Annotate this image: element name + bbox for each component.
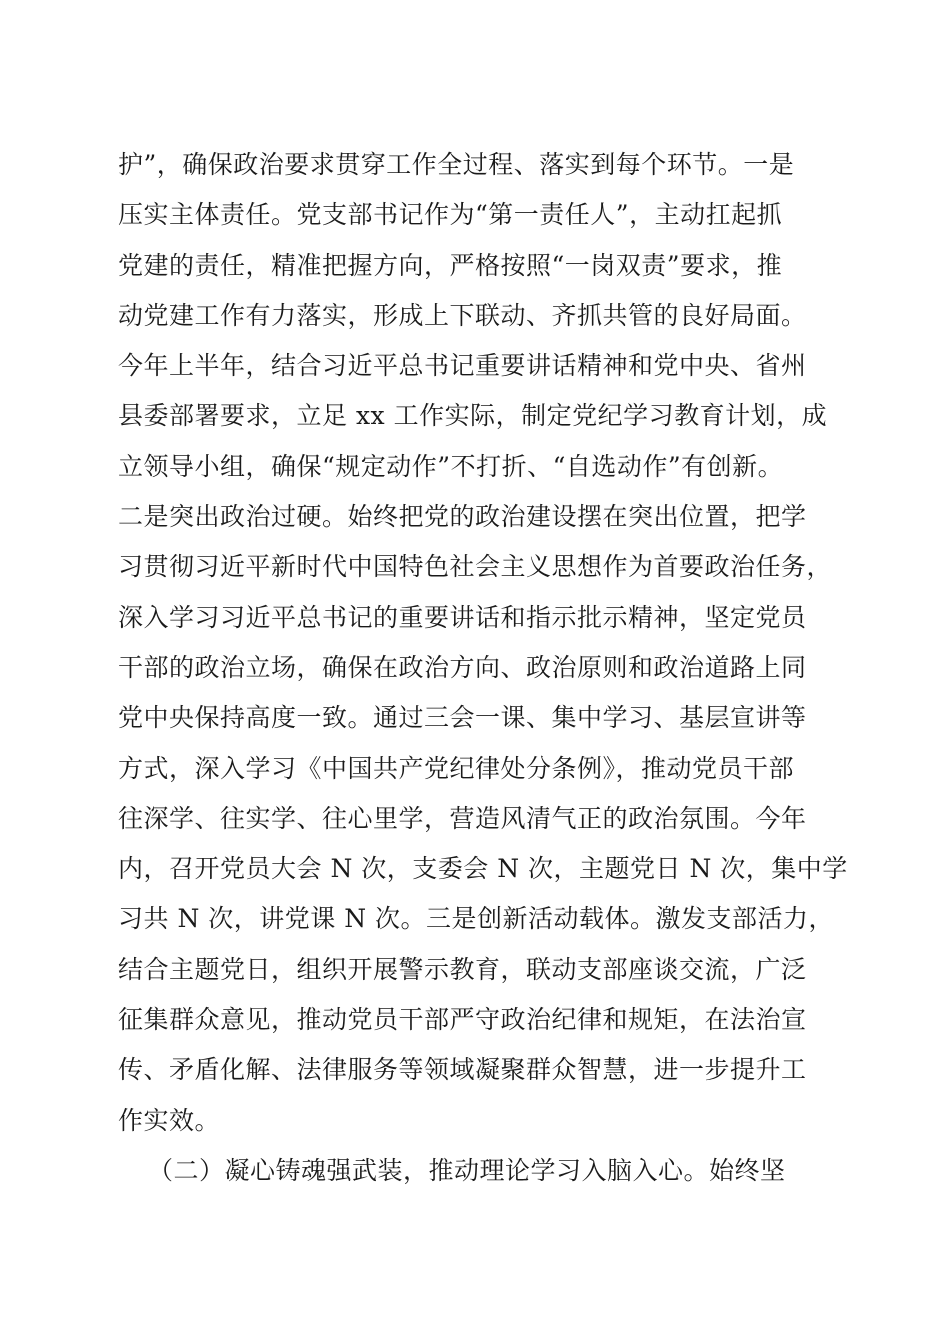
text-line: 县委部署要求，立足 xx 工作实际，制定党纪学习教育计划，成 xyxy=(118,401,828,431)
text-line: 压实主体责任。党支部书记作为“第一责任人”，主动扛起抓 xyxy=(118,200,783,230)
text-line: 征集群众意见，推动党员干部严守政治纪律和规矩，在法治宣 xyxy=(118,1005,807,1035)
section-heading-line: （二）凝心铸魂强武装，推动理论学习入脑入心。始终坚 xyxy=(148,1155,786,1185)
text-line: 习贯彻习近平新时代中国特色社会主义思想作为首要政治任务， xyxy=(118,552,833,582)
text-line: 方式，深入学习《中国共产党纪律处分条例》，推动党员干部 xyxy=(118,753,795,783)
text-line: 今年上半年，结合习近平总书记重要讲话精神和党中央、省州 xyxy=(118,351,807,381)
text-line: 传、矛盾化解、法律服务等领域凝聚群众智慧，进一步提升工 xyxy=(118,1055,807,1085)
text-line: 作实效。 xyxy=(118,1105,221,1135)
text-line: 深入学习习近平总书记的重要讲话和指示批示精神，坚定党员 xyxy=(118,602,807,632)
text-line: 往深学、往实学、往心里学，营造风清气正的政治氛围。今年 xyxy=(118,803,807,833)
text-line: 结合主题党日，组织开展警示教育，联动支部座谈交流，广泛 xyxy=(118,954,807,984)
text-line: 干部的政治立场，确保在政治方向、政治原则和政治道路上同 xyxy=(118,652,807,682)
text-line: 护”，确保政治要求贯穿工作全过程、落实到每个环节。一是 xyxy=(118,150,795,179)
text-line: 党中央保持高度一致。通过三会一课、集中学习、基层宣讲等 xyxy=(118,703,807,733)
text-line: 党建的责任，精准把握方向，严格按照“一岗双责”要求，推 xyxy=(118,250,783,280)
text-line: 二是突出政治过硬。始终把党的政治建设摆在突出位置，把学 xyxy=(118,502,807,532)
text-line: 内，召开党员大会 N 次，支委会 N 次，主题党日 N 次，集中学 xyxy=(118,854,848,884)
text-line: 立领导小组，确保“规定动作”不打折、“自选动作”有创新。 xyxy=(118,451,784,481)
text-line: 动党建工作有力落实，形成上下联动、齐抓共管的良好局面。 xyxy=(118,300,807,330)
body-text xyxy=(118,140,858,1196)
text-line: 习共 N 次，讲党课 N 次。三是创新活动载体。激发支部活力， xyxy=(118,904,835,934)
